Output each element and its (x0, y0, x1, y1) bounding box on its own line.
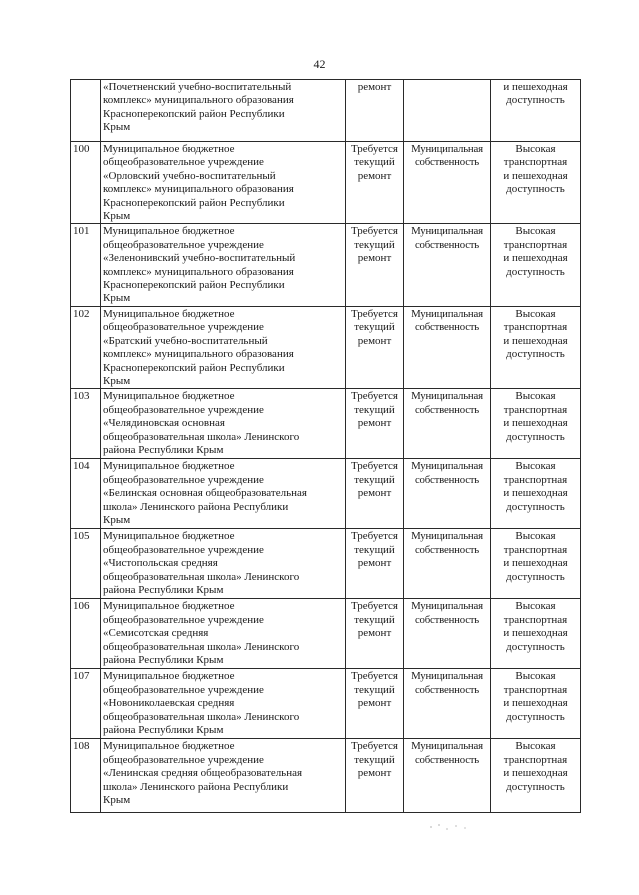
institution-name-cell (101, 306, 346, 388)
condition-cell-line: Требуется (351, 390, 398, 403)
condition-cell (346, 306, 404, 388)
accessibility-cell-line: и пешеходная (503, 252, 568, 265)
accessibility-cell-line: Высокая (515, 143, 556, 155)
table-row (71, 599, 581, 669)
row-number-cell: 105 (71, 529, 101, 599)
condition-cell-line: текущий (354, 156, 395, 169)
condition-cell-line: текущий (354, 238, 395, 251)
ownership-cell-line: собственность (414, 613, 480, 626)
accessibility-cell (491, 142, 581, 224)
institution-name-cell-line: района Республики Крым (103, 723, 224, 736)
institution-name-cell-line: «Зеленонивский учебно-воспитательный (103, 252, 296, 265)
accessibility-cell-line: и пешеходная (503, 169, 568, 182)
institution-name-cell-line: Крым (103, 210, 131, 223)
condition-cell (346, 389, 404, 459)
condition-cell (346, 669, 404, 739)
accessibility-cell (491, 459, 581, 529)
institution-name-cell (101, 389, 346, 459)
row-number-cell: 104 (71, 459, 101, 529)
ownership-cell (404, 669, 491, 739)
institution-name-cell-line: общеобразовательное учреждение (103, 321, 264, 334)
ownership-cell-line: Муниципальная (411, 143, 483, 155)
accessibility-cell-line: доступность (506, 265, 565, 278)
ownership-cell-line: Муниципальная (411, 460, 483, 473)
accessibility-cell-line: доступность (506, 94, 565, 107)
ownership-cell (404, 142, 491, 224)
condition-cell (346, 529, 404, 599)
ownership-cell-line: собственность (414, 403, 480, 416)
ownership-cell-line: Муниципальная (411, 740, 483, 753)
institution-name-cell-line: школа» Ленинского района Республики (103, 500, 289, 513)
condition-cell (346, 80, 404, 142)
accessibility-cell-line: Высокая (515, 225, 556, 238)
table-row (71, 389, 581, 459)
institution-name-cell (101, 142, 346, 224)
accessibility-cell-line: Высокая (515, 740, 556, 753)
condition-cell-line: Требуется (351, 460, 398, 473)
ownership-cell-line: Муниципальная (411, 670, 483, 683)
ownership-cell (404, 306, 491, 388)
row-number-cell: 103 (71, 389, 101, 459)
institution-name-cell-line: общеобразовательная школа» Ленинского (103, 710, 300, 723)
institution-name-cell (101, 224, 346, 306)
accessibility-cell-line: Высокая (515, 390, 556, 403)
institution-name-cell (101, 739, 346, 813)
accessibility-cell-line: доступность (506, 570, 565, 583)
institution-name-cell-line: Муниципальное бюджетное (103, 530, 235, 543)
accessibility-cell (491, 389, 581, 459)
condition-cell-line: текущий (354, 321, 395, 334)
condition-cell-line: Требуется (351, 225, 398, 238)
ownership-cell-line: Муниципальная (411, 530, 483, 543)
row-number-cell: 101 (71, 224, 101, 306)
accessibility-cell (491, 224, 581, 306)
accessibility-cell-line: транспортная (503, 473, 568, 486)
condition-cell (346, 599, 404, 669)
row-number-cell: 108 (71, 739, 101, 813)
table-row (71, 739, 581, 813)
institution-name-cell-line: «Семисотская средняя (103, 627, 209, 640)
accessibility-cell-line: транспортная (503, 543, 568, 556)
accessibility-cell-line: доступность (506, 710, 565, 723)
institution-name-cell-line: района Республики Крым (103, 653, 224, 666)
accessibility-cell-line: Высокая (515, 670, 556, 683)
table-row (71, 306, 581, 388)
ownership-cell (404, 389, 491, 459)
ownership-cell-line: собственность (414, 753, 480, 766)
condition-cell-line: ремонт (357, 334, 392, 347)
condition-cell-line: Требуется (351, 530, 398, 543)
institution-name-cell-line: Красноперекопский район Республики (103, 279, 285, 292)
condition-cell-line: ремонт (357, 627, 392, 640)
row-number-cell (71, 80, 101, 142)
accessibility-cell-line: и пешеходная (503, 627, 568, 640)
accessibility-cell-line: транспортная (503, 613, 568, 626)
condition-cell-line: текущий (354, 403, 395, 416)
ownership-cell-line: собственность (414, 321, 480, 334)
accessibility-cell-line: доступность (506, 500, 565, 513)
accessibility-cell-line: доступность (506, 640, 565, 653)
institution-name-cell-line: общеобразовательное учреждение (103, 403, 264, 416)
ownership-cell-line: собственность (414, 543, 480, 556)
accessibility-cell (491, 599, 581, 669)
table-row (71, 142, 581, 224)
institution-name-cell-line: «Братский учебно-воспитательный (103, 334, 268, 347)
ownership-cell-line: Муниципальная (411, 225, 483, 238)
condition-cell (346, 224, 404, 306)
institution-name-cell-line: Крым (103, 121, 131, 134)
row-number-cell: 107 (71, 669, 101, 739)
institution-name-cell (101, 529, 346, 599)
institution-name-cell-line: общеобразовательное учреждение (103, 543, 264, 556)
accessibility-cell-line: транспортная (503, 321, 568, 334)
accessibility-cell (491, 306, 581, 388)
institution-name-cell-line: Красноперекопский район Республики (103, 361, 285, 374)
institution-name-cell-line: Муниципальное бюджетное (103, 390, 235, 403)
institution-name-cell (101, 80, 346, 142)
accessibility-cell-line: транспортная (503, 238, 568, 251)
accessibility-cell-line: транспортная (503, 156, 568, 169)
condition-cell-line: Требуется (351, 307, 398, 320)
institution-name-cell-line: «Челядиновская основная (103, 417, 225, 430)
condition-cell-line: ремонт (357, 557, 392, 570)
accessibility-cell-line: и пешеходная (503, 697, 568, 710)
row-number-cell: 102 (71, 306, 101, 388)
institution-name-cell-line: общеобразовательное учреждение (103, 683, 264, 696)
institution-name-cell-line: школа» Ленинского района Республики (103, 780, 289, 793)
accessibility-cell (491, 739, 581, 813)
institution-name-cell-line: общеобразовательная школа» Ленинского (103, 430, 300, 443)
condition-cell-line: текущий (354, 753, 395, 766)
institution-name-cell-line: «Новониколаевская средняя (103, 697, 235, 710)
accessibility-cell-line: Высокая (515, 530, 556, 543)
ownership-cell-line: собственность (414, 683, 480, 696)
condition-cell-line: ремонт (357, 81, 392, 93)
institution-name-cell-line: Крым (103, 513, 131, 526)
institution-name-cell-line: общеобразовательное учреждение (103, 613, 264, 626)
condition-cell-line: текущий (354, 613, 395, 626)
condition-cell-line: текущий (354, 683, 395, 696)
registry-table-body (71, 80, 581, 813)
condition-cell-line: ремонт (357, 169, 392, 182)
institution-name-cell-line: «Ленинская средняя общеобразовательная (103, 767, 303, 780)
school-registry-table (70, 79, 581, 813)
ownership-cell-line: собственность (414, 473, 480, 486)
condition-cell-line: Требуется (351, 670, 398, 683)
institution-name-cell-line: Крым (103, 374, 131, 387)
institution-name-cell-line: Муниципальное бюджетное (103, 600, 235, 613)
institution-name-cell (101, 599, 346, 669)
institution-name-cell-line: Муниципальное бюджетное (103, 460, 235, 473)
condition-cell-line: Требуется (351, 143, 398, 155)
condition-cell-line: ремонт (357, 487, 392, 500)
institution-name-cell-line: Крым (103, 292, 131, 305)
institution-name-cell-line: района Республики Крым (103, 443, 224, 456)
institution-name-cell-line: Муниципальное бюджетное (103, 740, 235, 753)
condition-cell (346, 459, 404, 529)
condition-cell-line: Требуется (351, 740, 398, 753)
condition-cell-line: ремонт (357, 767, 392, 780)
institution-name-cell (101, 459, 346, 529)
accessibility-cell-line: доступность (506, 780, 565, 793)
accessibility-cell (491, 529, 581, 599)
institution-name-cell-line: Муниципальное бюджетное (103, 225, 235, 238)
ownership-cell (404, 739, 491, 813)
institution-name-cell-line: «Почетненский учебно-воспитательный (103, 81, 292, 93)
institution-name-cell-line: комплекс» муниципального образования (103, 183, 294, 196)
institution-name-cell-line: общеобразовательная школа» Ленинского (103, 570, 300, 583)
institution-name-cell-line: Муниципальное бюджетное (103, 670, 235, 683)
accessibility-cell-line: Высокая (515, 600, 556, 613)
accessibility-cell-line: Высокая (515, 307, 556, 320)
accessibility-cell-line: и пешеходная (503, 417, 568, 430)
ownership-cell-line: Муниципальная (411, 600, 483, 613)
institution-name-cell-line: Красноперекопский район Республики (103, 196, 285, 209)
table-row (71, 80, 581, 142)
institution-name-cell-line: района Республики Крым (103, 583, 224, 596)
condition-cell-line: текущий (354, 543, 395, 556)
accessibility-cell-line: транспортная (503, 683, 568, 696)
ownership-cell-line: Муниципальная (411, 390, 483, 403)
institution-name-cell-line: «Белинская основная общеобразовательная (103, 487, 307, 500)
accessibility-cell-line: доступность (506, 430, 565, 443)
accessibility-cell-line: и пешеходная (503, 81, 568, 93)
institution-name-cell-line: общеобразовательное учреждение (103, 753, 264, 766)
accessibility-cell-line: и пешеходная (503, 767, 568, 780)
institution-name-cell-line: общеобразовательное учреждение (103, 156, 264, 169)
row-number-cell: 100 (71, 142, 101, 224)
page-number: 42 (313, 57, 326, 71)
table-row (71, 224, 581, 306)
ownership-cell (404, 80, 491, 142)
condition-cell-line: текущий (354, 473, 395, 486)
institution-name-cell-line: комплекс» муниципального образования (103, 94, 294, 107)
institution-name-cell-line: общеобразовательное учреждение (103, 238, 264, 251)
accessibility-cell-line: транспортная (503, 403, 568, 416)
accessibility-cell-line: и пешеходная (503, 334, 568, 347)
ownership-cell-line: собственность (414, 238, 480, 251)
ownership-cell (404, 529, 491, 599)
ownership-cell (404, 599, 491, 669)
condition-cell-line: ремонт (357, 697, 392, 710)
accessibility-cell (491, 669, 581, 739)
institution-name-cell-line: общеобразовательное учреждение (103, 473, 264, 486)
institution-name-cell (101, 669, 346, 739)
institution-name-cell-line: Красноперекопский район Республики (103, 107, 285, 120)
ownership-cell-line: собственность (414, 156, 480, 169)
institution-name-cell-line: общеобразовательная школа» Ленинского (103, 640, 300, 653)
condition-cell (346, 142, 404, 224)
institution-name-cell-line: «Чистопольская средняя (103, 557, 218, 570)
institution-name-cell-line: комплекс» муниципального образования (103, 265, 294, 278)
institution-name-cell-line: «Орловский учебно-воспитательный (103, 169, 276, 182)
row-number-cell: 106 (71, 599, 101, 669)
institution-name-cell-line: Муниципальное бюджетное (103, 143, 235, 155)
accessibility-cell-line: транспортная (503, 753, 568, 766)
scan-artifact (425, 820, 485, 834)
institution-name-cell-line: Крым (103, 793, 131, 806)
ownership-cell (404, 224, 491, 306)
condition-cell (346, 739, 404, 813)
ownership-cell (404, 459, 491, 529)
accessibility-cell (491, 80, 581, 142)
ownership-cell-line: Муниципальная (411, 307, 483, 320)
table-row (71, 529, 581, 599)
condition-cell-line: ремонт (357, 417, 392, 430)
condition-cell-line: ремонт (357, 252, 392, 265)
institution-name-cell-line: Муниципальное бюджетное (103, 307, 235, 320)
table-row (71, 669, 581, 739)
accessibility-cell-line: и пешеходная (503, 487, 568, 500)
condition-cell-line: Требуется (351, 600, 398, 613)
accessibility-cell-line: доступность (506, 348, 565, 361)
accessibility-cell-line: Высокая (515, 460, 556, 473)
table-row (71, 459, 581, 529)
accessibility-cell-line: и пешеходная (503, 557, 568, 570)
accessibility-cell-line: доступность (506, 183, 565, 196)
institution-name-cell-line: комплекс» муниципального образования (103, 348, 294, 361)
